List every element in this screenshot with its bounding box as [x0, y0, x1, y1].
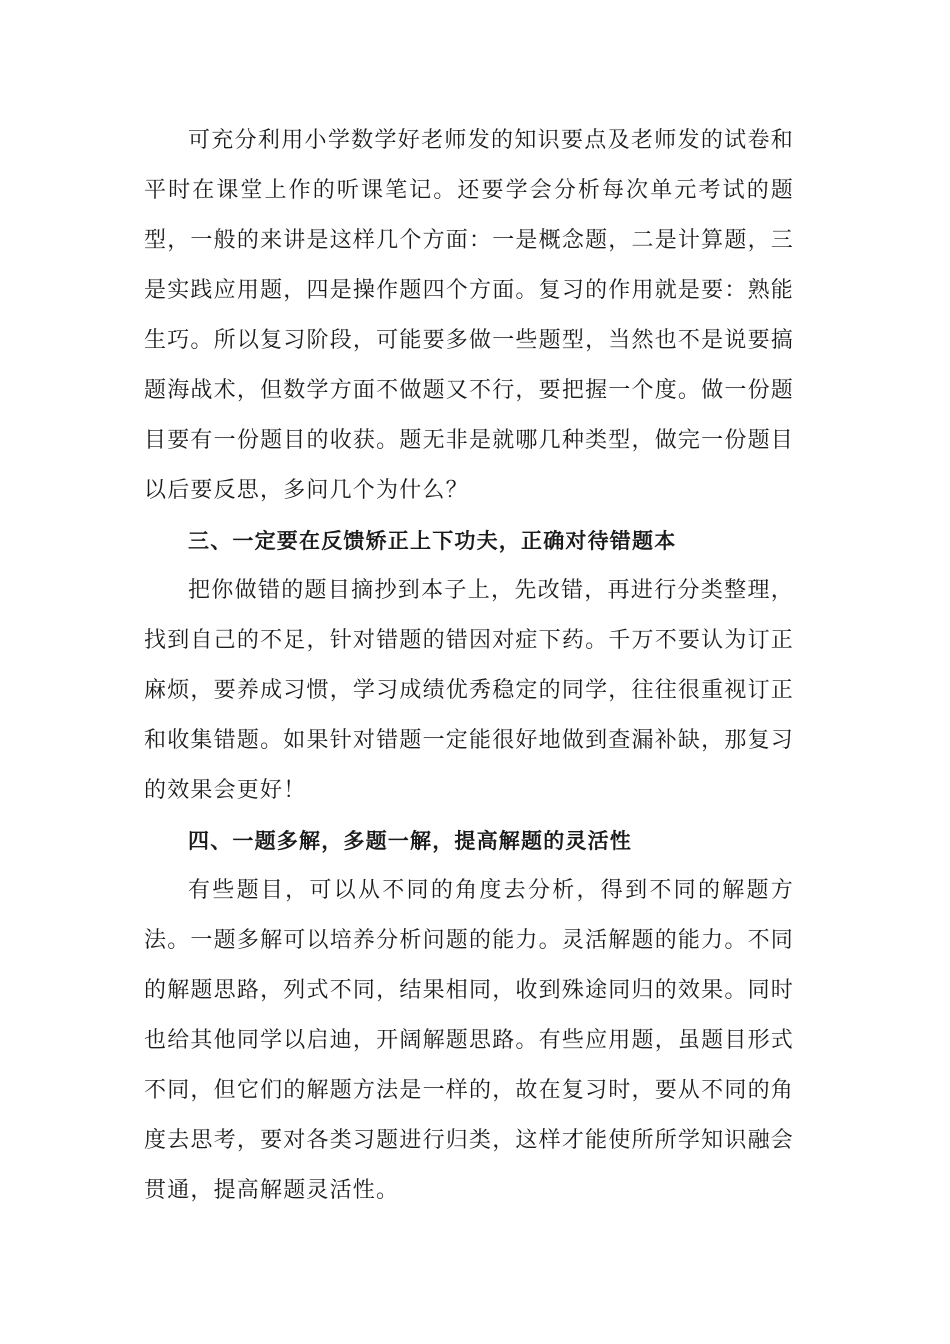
paragraph-error-notebook: 把你做错的题目摘抄到本子上，先改错，再进行分类整理，找到自己的不足，针对错题的错因对症下药。千万不要认为订正麻烦，要养成习惯，学习成绩优秀稳定的同学，往往很重视订正和收集错题。如果针对错题一定能很好地做到查漏补缺，那复习的效果会更好！ — [144, 578, 794, 803]
section-heading-3: 三、一定要在反馈矫正上下功夫，正确对待错题本 — [188, 529, 677, 553]
section-heading-4: 四、一题多解，多题一解，提高解题的灵活性 — [188, 829, 632, 853]
paragraph-multiple-solutions: 有些题目，可以从不同的角度去分析，得到不同的解题方法。一题多解可以培养分析问题的能力。灵活解题的能力。不同的解题思路，列式不同，结果相同，收到殊途同归的效果。同时也给其他同学以启迪，开阔解题思路。有些应用题，虽题目形式不同，但它们的解题方法是一样的，故在复习时，要从不同的角度去思考，要对各类习题进行归类，这样才能使所所学知识融会贯通，提高解题灵活性。 — [144, 878, 794, 1203]
document-body — [144, 116, 794, 1216]
paragraph-review-methods: 可充分利用小学数学好老师发的知识要点及老师发的试卷和平时在课堂上作的听课笔记。还要学会分析每次单元考试的题型，一般的来讲是这样几个方面：一是概念题，二是计算题，三是实践应用题，四是操作题四个方面。复习的作用就是要：熟能生巧。所以复习阶段，可能要多做一些题型，当然也不是说要搞题海战术，但数学方面不做题又不行，要把握一个度。做一份题目要有一份题目的收获。题无非是就哪几种类型，做完一份题目以后要反思，多问几个为什么？ — [144, 128, 794, 503]
